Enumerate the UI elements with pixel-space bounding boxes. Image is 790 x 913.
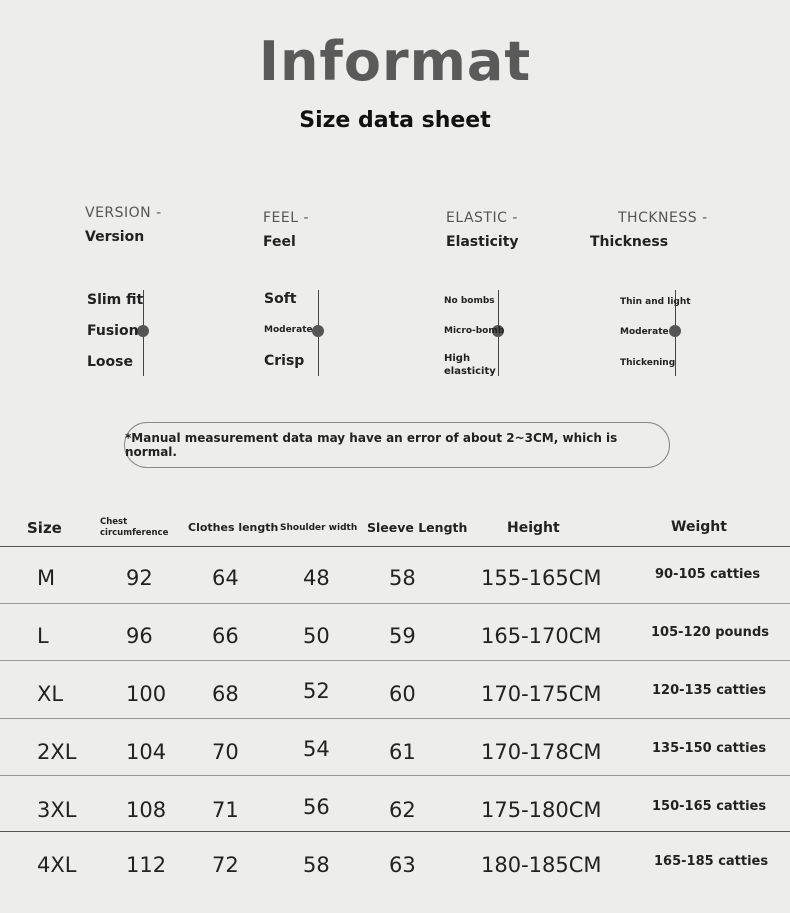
cell-shoulder: 50 (303, 624, 330, 648)
elastic-option-high: High elasticity (444, 353, 496, 377)
cell-height: 175-180CM (481, 798, 602, 822)
attr-version (85, 205, 162, 245)
version-scale-marker (137, 325, 149, 337)
version-option-fusion: Fusion (87, 323, 139, 339)
measurement-note: *Manual measurement data may have an error of about 2~3CM, which is normal. (124, 422, 670, 468)
feel-option-crisp: Crisp (264, 353, 305, 369)
thickness-scale-marker (669, 325, 681, 337)
cell-size: L (37, 624, 49, 648)
header-clothes-length: Clothes length (188, 521, 279, 534)
cell-size: 4XL (37, 853, 77, 877)
cell-weight: 135-150 catties (652, 741, 767, 756)
elastic-scale (444, 288, 514, 378)
cell-height: 165-170CM (481, 624, 602, 648)
attr-elastic-en: ELASTIC - (446, 210, 518, 226)
table-row (0, 836, 790, 894)
attr-elastic (446, 210, 519, 250)
table-row (0, 607, 790, 665)
attr-feel-en: FEEL - (263, 210, 310, 226)
attr-elastic-label: Elasticity (446, 234, 519, 250)
cell-size: 2XL (37, 740, 77, 764)
elastic-option-micro: Micro-bomb (444, 326, 505, 336)
cell-chest: 112 (126, 853, 167, 877)
cell-size: M (37, 566, 56, 590)
attr-feel (263, 210, 309, 250)
cell-chest: 108 (126, 798, 167, 822)
cell-weight: 90-105 catties (655, 567, 761, 582)
attr-thickness-en: THCKNESS - (618, 210, 708, 226)
feel-scale-marker (312, 325, 324, 337)
cell-height: 170-175CM (481, 682, 602, 706)
cell-shoulder: 58 (303, 853, 330, 877)
cell-chest: 96 (126, 624, 153, 648)
attr-feel-label: Feel (263, 234, 296, 250)
cell-size: 3XL (37, 798, 77, 822)
cell-weight: 120-135 catties (652, 683, 767, 698)
cell-chest: 104 (126, 740, 167, 764)
version-scale (87, 288, 157, 378)
thickness-option-thin: Thin and light (620, 297, 691, 307)
feel-scale (264, 288, 334, 378)
page-title: Informat (258, 30, 532, 93)
cell-shoulder: 48 (303, 566, 330, 590)
cell-chest: 92 (126, 566, 153, 590)
feel-option-soft: Soft (264, 291, 297, 307)
table-row (0, 723, 790, 781)
cell-length: 72 (212, 853, 239, 877)
table-row (0, 549, 790, 607)
attr-version-label: Version (85, 229, 145, 245)
cell-chest: 100 (126, 682, 167, 706)
cell-weight: 150-165 catties (652, 799, 767, 814)
cell-length: 66 (212, 624, 239, 648)
cell-size: XL (37, 682, 64, 706)
thickness-option-moderate: Moderate (620, 327, 669, 337)
version-option-loose: Loose (87, 354, 133, 370)
header-height: Height (507, 520, 560, 536)
elastic-option-none: No bombs (444, 296, 495, 306)
header-weight: Weight (671, 519, 727, 535)
cell-length: 68 (212, 682, 239, 706)
feel-option-moderate: Moderate (264, 325, 313, 335)
header-shoulder-width: Shoulder width (280, 523, 358, 533)
cell-length: 70 (212, 740, 239, 764)
cell-sleeve: 58 (389, 566, 416, 590)
cell-sleeve: 59 (389, 624, 416, 648)
table-row (0, 665, 790, 723)
cell-length: 64 (212, 566, 239, 590)
cell-shoulder: 56 (303, 795, 330, 819)
attr-thickness-label: Thickness (590, 234, 669, 250)
cell-weight: 105-120 pounds (651, 625, 769, 640)
attr-thickness (590, 210, 708, 250)
cell-shoulder: 54 (303, 737, 330, 761)
thickness-scale (620, 288, 690, 378)
cell-sleeve: 63 (389, 853, 416, 877)
thickness-option-thick: Thickening (620, 358, 676, 368)
cell-weight: 165-185 catties (654, 854, 769, 869)
cell-sleeve: 61 (389, 740, 416, 764)
cell-sleeve: 60 (389, 682, 416, 706)
cell-height: 170-178CM (481, 740, 602, 764)
page-subtitle: Size data sheet (299, 108, 491, 133)
cell-length: 71 (212, 798, 239, 822)
header-size: Size (27, 519, 62, 537)
table-row (0, 781, 790, 839)
cell-shoulder: 52 (303, 679, 330, 703)
version-option-slim: Slim fit (87, 292, 144, 308)
cell-height: 155-165CM (481, 566, 602, 590)
cell-sleeve: 62 (389, 798, 416, 822)
header-sleeve-length: Sleeve Length (367, 520, 468, 535)
attr-version-en: VERSION - (85, 205, 162, 221)
cell-height: 180-185CM (481, 853, 602, 877)
header-chest: Chest circumference (100, 517, 169, 538)
